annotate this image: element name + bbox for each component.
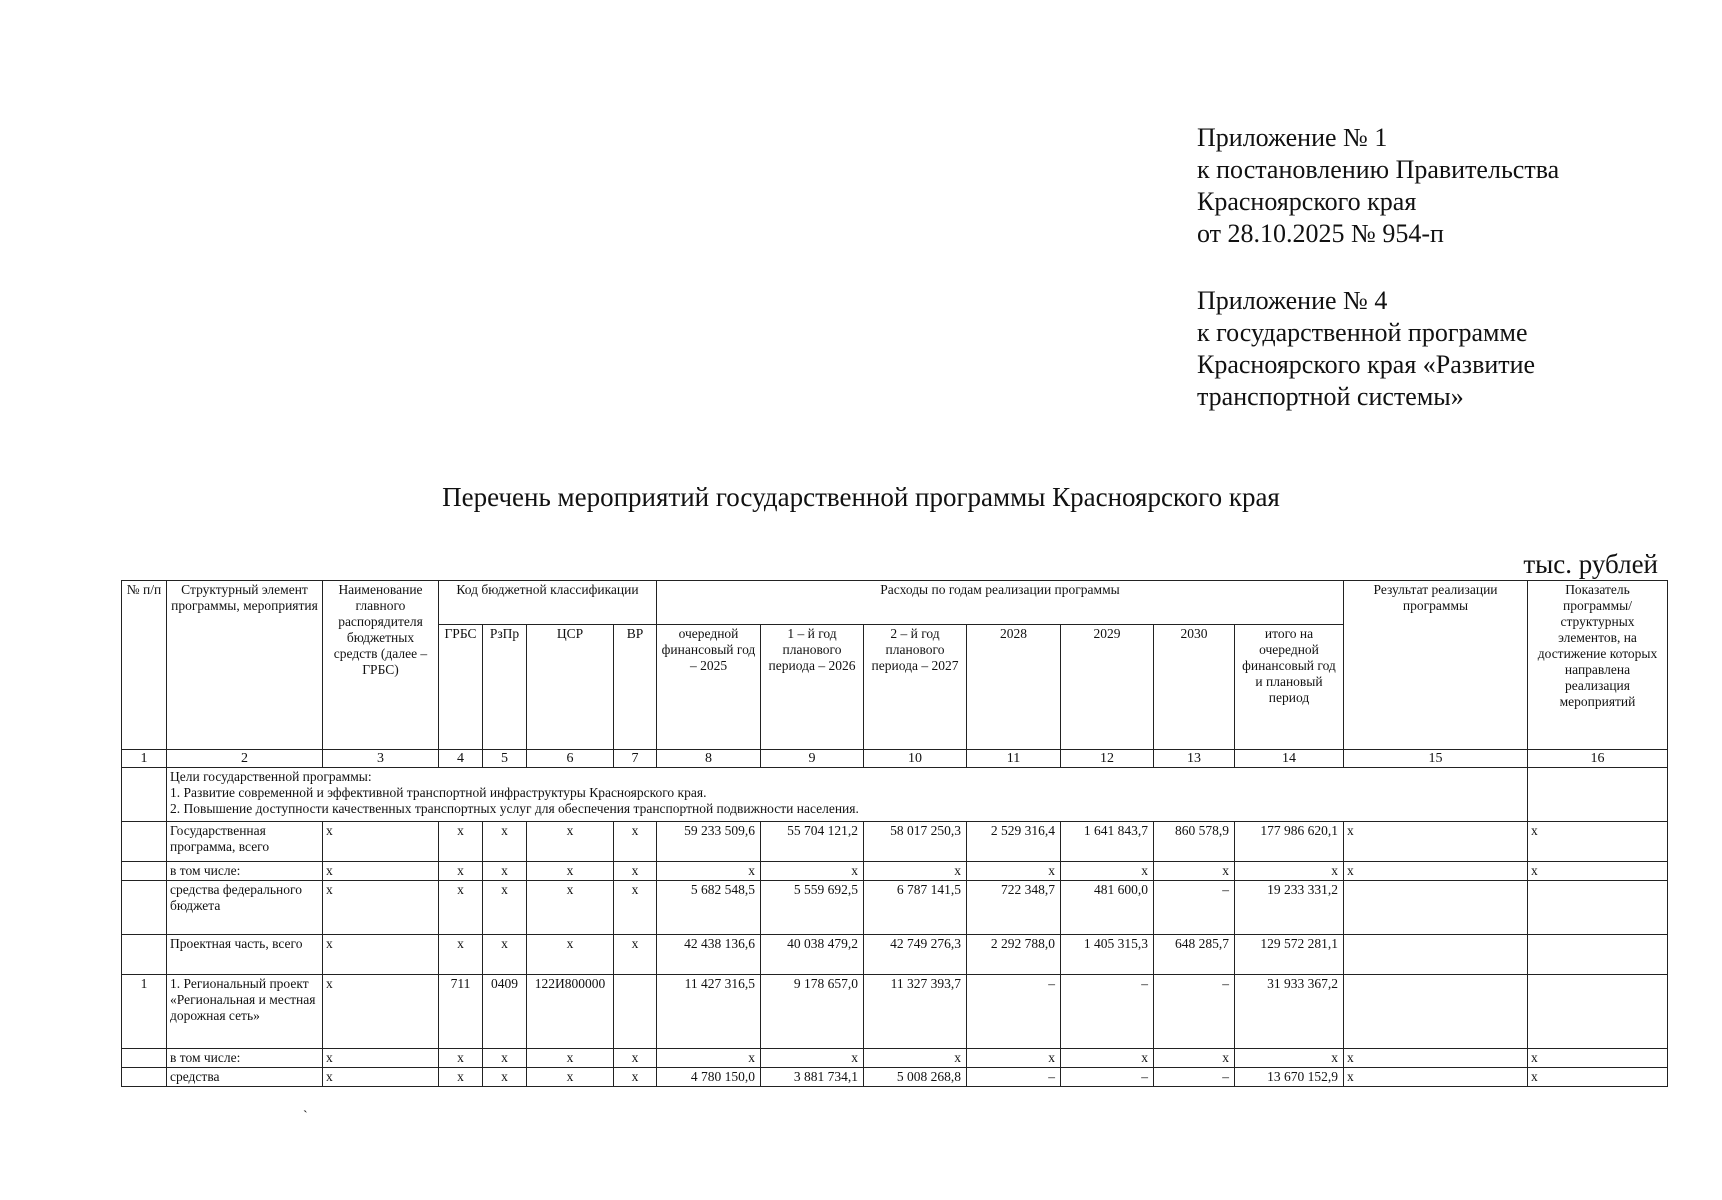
row-value-2028: – [967,975,1061,1049]
row-num [122,1049,167,1068]
header-row [122,581,1668,625]
row-value-total: 13 670 152,9 [1235,1068,1344,1087]
row-value-2027: x [864,862,967,881]
row-value-2026: x [761,862,864,881]
row-value-2027: 11 327 393,7 [864,975,967,1049]
column-number: 8 [657,750,761,768]
row-rzpr: x [483,862,527,881]
units-label: тыс. рублей [1523,549,1658,579]
row-value-2026: x [761,1049,864,1068]
table-row [122,1049,1668,1068]
row-value-2025: 59 233 509,6 [657,822,761,862]
column-number: 13 [1154,750,1235,768]
goals-line: Цели государственной программы: [170,769,372,784]
row-grbs: x [439,862,483,881]
row-rzpr: x [483,1049,527,1068]
row-value-2025: 5 682 548,5 [657,881,761,935]
header-budget-code: Код бюджетной классификации [439,581,657,625]
row-result [1344,935,1528,975]
row-grbs-name: x [323,822,439,862]
row-csr: x [527,822,614,862]
header-element: Структурный элемент программы, мероприятия [167,581,323,750]
header-year-total: итого на очередной финансовый год и плановый период [1235,625,1344,750]
column-number: 9 [761,750,864,768]
column-number: 6 [527,750,614,768]
row-grbs-name: x [323,862,439,881]
row-value-2029: – [1061,1068,1154,1087]
appendix-1-line: от 28.10.2025 № 954-п [1197,219,1444,248]
column-number: 16 [1528,750,1668,768]
appendix-4-line: Красноярского края «Развитие [1197,350,1536,379]
row-result: x [1344,1068,1528,1087]
row-vr: x [614,822,657,862]
row-indicator [1528,881,1668,935]
column-number-row [122,750,1668,768]
row-indicator: x [1528,1049,1668,1068]
row-vr: x [614,1049,657,1068]
header-year-2025: очередной финансовый год – 2025 [657,625,761,750]
header-indicator: Показатель программы/ структурных элементов, на достижение которых направлена реализация мероприятий [1528,581,1668,750]
column-number: 12 [1061,750,1154,768]
header-year-2030: 2030 [1154,625,1235,750]
row-result: x [1344,862,1528,881]
row-grbs-name: x [323,935,439,975]
header-code-vr: ВР [614,625,657,750]
row-vr: x [614,862,657,881]
header-num: № п/п [122,581,167,750]
row-csr: x [527,935,614,975]
row-indicator: x [1528,1068,1668,1087]
goals-line: 1. Развитие современной и эффективной транспортной инфраструктуры Красноярского края. [170,785,707,800]
header-code-rzpr: РзПр [483,625,527,750]
row-csr: x [527,1049,614,1068]
row-value-2028: x [967,862,1061,881]
row-indicator: x [1528,822,1668,862]
row-rzpr: x [483,1068,527,1087]
row-grbs: 711 [439,975,483,1049]
row-value-2026: 40 038 479,2 [761,935,864,975]
row-rzpr: 0409 [483,975,527,1049]
column-number: 5 [483,750,527,768]
header-year-2027: 2 – й год планового периода – 2027 [864,625,967,750]
row-csr: x [527,881,614,935]
row-result: x [1344,1049,1528,1068]
table-row [122,822,1668,862]
row-value-2025: 4 780 150,0 [657,1068,761,1087]
row-value-2030: – [1154,881,1235,935]
row-value-2027: x [864,1049,967,1068]
row-value-2027: 6 787 141,5 [864,881,967,935]
row-num: 1 [122,975,167,1049]
row-value-2030: – [1154,975,1235,1049]
row-value-total: 19 233 331,2 [1235,881,1344,935]
row-value-2027: 5 008 268,8 [864,1068,967,1087]
row-num [122,822,167,862]
row-value-2027: 58 017 250,3 [864,822,967,862]
row-num [122,881,167,935]
row-name: средства [167,1068,323,1087]
row-result [1344,881,1528,935]
goals-num-cell [122,768,167,822]
row-value-2026: 5 559 692,5 [761,881,864,935]
row-value-total: 129 572 281,1 [1235,935,1344,975]
row-value-total: 177 986 620,1 [1235,822,1344,862]
column-number: 3 [323,750,439,768]
appendix-4-block [1197,285,1535,413]
row-grbs-name: x [323,1068,439,1087]
table-row [122,935,1668,975]
row-value-2029: x [1061,1049,1154,1068]
appendix-1-line: к постановлению Правительства [1197,155,1560,184]
row-value-2028: x [967,1049,1061,1068]
row-num [122,862,167,881]
row-grbs-name: x [323,975,439,1049]
row-value-2025: 11 427 316,5 [657,975,761,1049]
column-number: 1 [122,750,167,768]
appendix-1-line: Приложение № 1 [1197,123,1388,152]
row-result: x [1344,822,1528,862]
row-grbs: x [439,881,483,935]
row-indicator [1528,935,1668,975]
measures-table [121,580,1668,1087]
row-csr: 122И800000 [527,975,614,1049]
row-value-2025: x [657,1049,761,1068]
row-csr: x [527,1068,614,1087]
goals-indicator-cell [1528,768,1668,822]
goals-cell [167,768,1528,822]
row-name: Проектная часть, всего [167,935,323,975]
row-value-2028: 2 292 788,0 [967,935,1061,975]
document-title: Перечень мероприятий государственной программы Красноярского края [442,482,1280,512]
appendix-4-line: транспортной системы» [1197,382,1464,411]
row-name: в том числе: [167,862,323,881]
row-rzpr: x [483,822,527,862]
row-value-2029: x [1061,862,1154,881]
row-grbs-name: x [323,1049,439,1068]
column-number: 2 [167,750,323,768]
table-row [122,881,1668,935]
row-value-2029: 1 405 315,3 [1061,935,1154,975]
column-number: 15 [1344,750,1528,768]
table-row [122,975,1668,1049]
row-vr: x [614,1068,657,1087]
goals-row [122,768,1668,822]
row-name: 1. Региональный проект «Региональная и местная дорожная сеть» [167,975,323,1049]
header-year-2028: 2028 [967,625,1061,750]
row-grbs: x [439,822,483,862]
header-grbs-name: Наименование главного распорядителя бюджетных средств (далее – ГРБС) [323,581,439,750]
row-vr [614,975,657,1049]
row-indicator: x [1528,862,1668,881]
row-grbs: x [439,1049,483,1068]
header-code-csr: ЦСР [527,625,614,750]
table-row [122,862,1668,881]
row-value-2029: 481 600,0 [1061,881,1154,935]
column-number: 10 [864,750,967,768]
appendix-4-line: к государственной программе [1197,318,1528,347]
row-grbs: x [439,935,483,975]
row-value-2028: – [967,1068,1061,1087]
appendix-4-line: Приложение № 4 [1197,286,1388,315]
row-value-total: 31 933 367,2 [1235,975,1344,1049]
row-rzpr: x [483,935,527,975]
table-row [122,1068,1668,1087]
row-vr: x [614,881,657,935]
row-value-2025: 42 438 136,6 [657,935,761,975]
row-value-2030: x [1154,1049,1235,1068]
row-value-2028: 2 529 316,4 [967,822,1061,862]
row-value-2025: x [657,862,761,881]
row-name: в том числе: [167,1049,323,1068]
header-code-grbs: ГРБС [439,625,483,750]
row-csr: x [527,862,614,881]
header-year-2029: 2029 [1061,625,1154,750]
row-grbs-name: x [323,881,439,935]
row-value-total: x [1235,862,1344,881]
column-number: 14 [1235,750,1344,768]
row-value-2029: – [1061,975,1154,1049]
data-rows [122,822,1668,1087]
header-year-2026: 1 – й год планового периода – 2026 [761,625,864,750]
row-value-2026: 55 704 121,2 [761,822,864,862]
row-value-2030: 860 578,9 [1154,822,1235,862]
row-num [122,1068,167,1087]
row-value-2030: x [1154,862,1235,881]
column-number: 11 [967,750,1061,768]
row-value-2026: 3 881 734,1 [761,1068,864,1087]
row-value-2026: 9 178 657,0 [761,975,864,1049]
row-rzpr: x [483,881,527,935]
row-value-2029: 1 641 843,7 [1061,822,1154,862]
header-result: Результат реализации программы [1344,581,1528,750]
row-value-total: x [1235,1049,1344,1068]
appendix-1-block [1197,122,1559,250]
row-value-2027: 42 749 276,3 [864,935,967,975]
row-vr: x [614,935,657,975]
row-result [1344,975,1528,1049]
row-num [122,935,167,975]
header-expenses: Расходы по годам реализации программы [657,581,1344,625]
row-value-2030: 648 285,7 [1154,935,1235,975]
row-value-2028: 722 348,7 [967,881,1061,935]
column-number: 4 [439,750,483,768]
appendix-1-line: Красноярского края [1197,187,1417,216]
column-number: 7 [614,750,657,768]
row-name: Государственная программа, всего [167,822,323,862]
row-indicator [1528,975,1668,1049]
scan-mark: ` [303,1109,308,1124]
row-value-2030: – [1154,1068,1235,1087]
goals-line: 2. Повышение доступности качественных транспортных услуг для обеспечения транспортной подвижности населения. [170,801,859,816]
row-grbs: x [439,1068,483,1087]
row-name: средства федерального бюджета [167,881,323,935]
